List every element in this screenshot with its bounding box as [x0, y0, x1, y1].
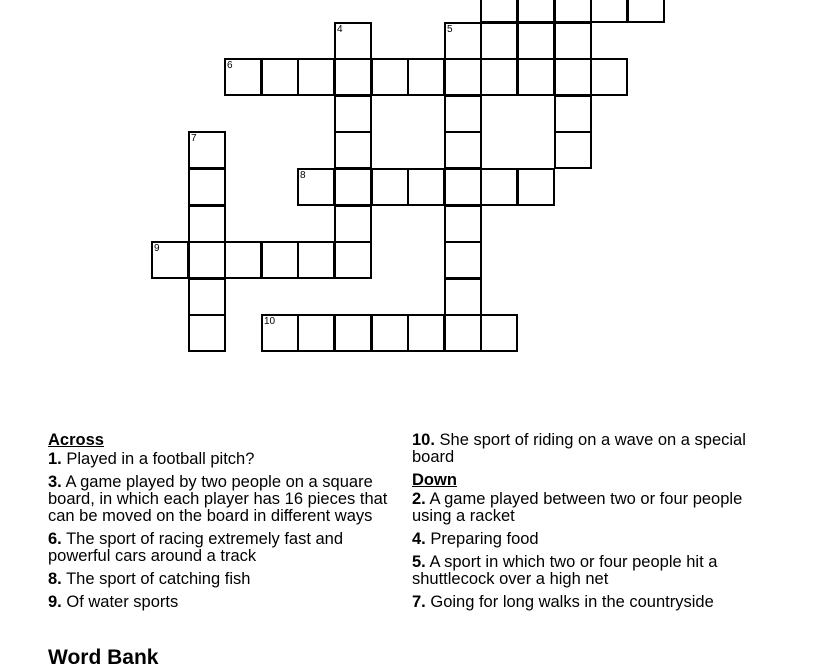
across-heading: Across [48, 431, 104, 449]
grid-cell[interactable] [224, 241, 262, 279]
cell-number: 9 [154, 243, 160, 254]
grid-cell[interactable] [444, 22, 482, 60]
clue-text: Of water sports [66, 593, 179, 611]
clue-across-3 [48, 474, 393, 525]
grid-cell[interactable] [444, 278, 482, 316]
clue-number: 4. [412, 530, 426, 548]
grid-cell[interactable] [371, 314, 409, 352]
grid-cell[interactable] [444, 131, 482, 169]
grid-cell[interactable] [590, 58, 628, 96]
grid-cell[interactable] [480, 22, 518, 60]
clue-text: A game played between two or four people using a racket [412, 490, 743, 525]
grid-cell[interactable] [517, 58, 555, 96]
grid-cell[interactable] [371, 168, 409, 206]
grid-cell[interactable] [407, 58, 445, 96]
grid-cell[interactable] [334, 205, 372, 243]
clue-text: Played in a football pitch? [66, 450, 255, 468]
grid-cell[interactable] [554, 22, 592, 60]
clue-number: 9. [48, 593, 62, 611]
clues-left-column [48, 432, 393, 617]
cell-number: 10 [264, 316, 276, 327]
grid-cell[interactable] [261, 58, 299, 96]
grid-cell[interactable] [334, 168, 372, 206]
grid-cell[interactable] [297, 168, 335, 206]
clue-number: 1. [48, 450, 62, 468]
grid-cell[interactable] [334, 314, 372, 352]
grid-cell[interactable] [334, 22, 372, 60]
grid-cell[interactable] [444, 314, 482, 352]
grid-cell[interactable] [444, 168, 482, 206]
word-bank-title: Word Bank [48, 646, 159, 669]
grid-cell[interactable] [334, 131, 372, 169]
grid-cell[interactable] [554, 95, 592, 133]
grid-cell[interactable] [334, 95, 372, 133]
down-heading: Down [412, 471, 457, 489]
grid-cell[interactable] [188, 168, 226, 206]
clue-text: Going for long walks in the countryside [430, 593, 714, 611]
grid-cell[interactable] [188, 205, 226, 243]
grid-cell[interactable] [188, 314, 226, 352]
clue-number: 3. [48, 473, 62, 491]
grid-cell[interactable] [188, 278, 226, 316]
grid-cell[interactable] [517, 168, 555, 206]
grid-cell[interactable] [444, 205, 482, 243]
grid-cell[interactable] [480, 314, 518, 352]
grid-cell[interactable] [151, 241, 189, 279]
grid-cell[interactable] [261, 241, 299, 279]
cell-number: 8 [300, 170, 306, 181]
grid-cell[interactable] [224, 58, 262, 96]
clue-down-7 [412, 594, 757, 611]
clue-down-5 [412, 554, 757, 588]
grid-cell[interactable] [188, 241, 226, 279]
grid-cell[interactable] [444, 58, 482, 96]
grid-cell[interactable] [261, 314, 299, 352]
grid-cell[interactable] [407, 314, 445, 352]
clue-across-10 [412, 432, 757, 466]
clue-number: 7. [412, 593, 426, 611]
clue-across-9 [48, 594, 393, 611]
grid-cell[interactable] [554, 0, 592, 23]
grid-cell[interactable] [517, 22, 555, 60]
clue-text: Preparing food [430, 530, 539, 548]
grid-cell[interactable] [334, 241, 372, 279]
clue-text: A game played by two people on a square board, in which each player has 16 pieces that can be moved on the board in different ways [48, 473, 388, 525]
grid-cell[interactable] [444, 241, 482, 279]
clue-number: 2. [412, 490, 426, 508]
clue-number: 10. [412, 431, 435, 449]
cell-number: 6 [227, 60, 233, 71]
grid-cell[interactable] [554, 58, 592, 96]
clue-across-1 [48, 451, 393, 468]
cell-number: 5 [447, 24, 453, 35]
grid-cell[interactable] [444, 95, 482, 133]
cell-number: 7 [191, 133, 197, 144]
grid-cell[interactable] [407, 168, 445, 206]
clue-number: 5. [412, 553, 426, 571]
grid-cell[interactable] [371, 58, 409, 96]
grid-cell[interactable] [627, 0, 665, 23]
grid-cell[interactable] [297, 241, 335, 279]
grid-cell[interactable] [480, 168, 518, 206]
clue-across-6 [48, 531, 393, 565]
grid-cell[interactable] [554, 131, 592, 169]
clue-across-8 [48, 571, 393, 588]
clue-text: A sport in which two or four people hit a shuttlecock over a high net [412, 553, 718, 588]
grid-cell[interactable] [590, 0, 628, 23]
clue-number: 8. [48, 570, 62, 588]
grid-cell[interactable] [517, 0, 555, 23]
grid-cell[interactable] [188, 131, 226, 169]
grid-cell[interactable] [480, 0, 518, 23]
grid-cell[interactable] [334, 58, 372, 96]
grid-cell[interactable] [297, 58, 335, 96]
clue-text: She sport of riding on a wave on a special board [412, 431, 746, 466]
clues-right-column [412, 432, 757, 617]
clue-number: 6. [48, 530, 62, 548]
clue-down-2 [412, 491, 757, 525]
grid-cell[interactable] [480, 58, 518, 96]
clue-down-4 [412, 531, 757, 548]
clue-text: The sport of catching fish [66, 570, 251, 588]
cell-number: 4 [337, 24, 343, 35]
clue-text: The sport of racing extremely fast and powerful cars around a track [48, 530, 344, 565]
grid-cell[interactable] [297, 314, 335, 352]
